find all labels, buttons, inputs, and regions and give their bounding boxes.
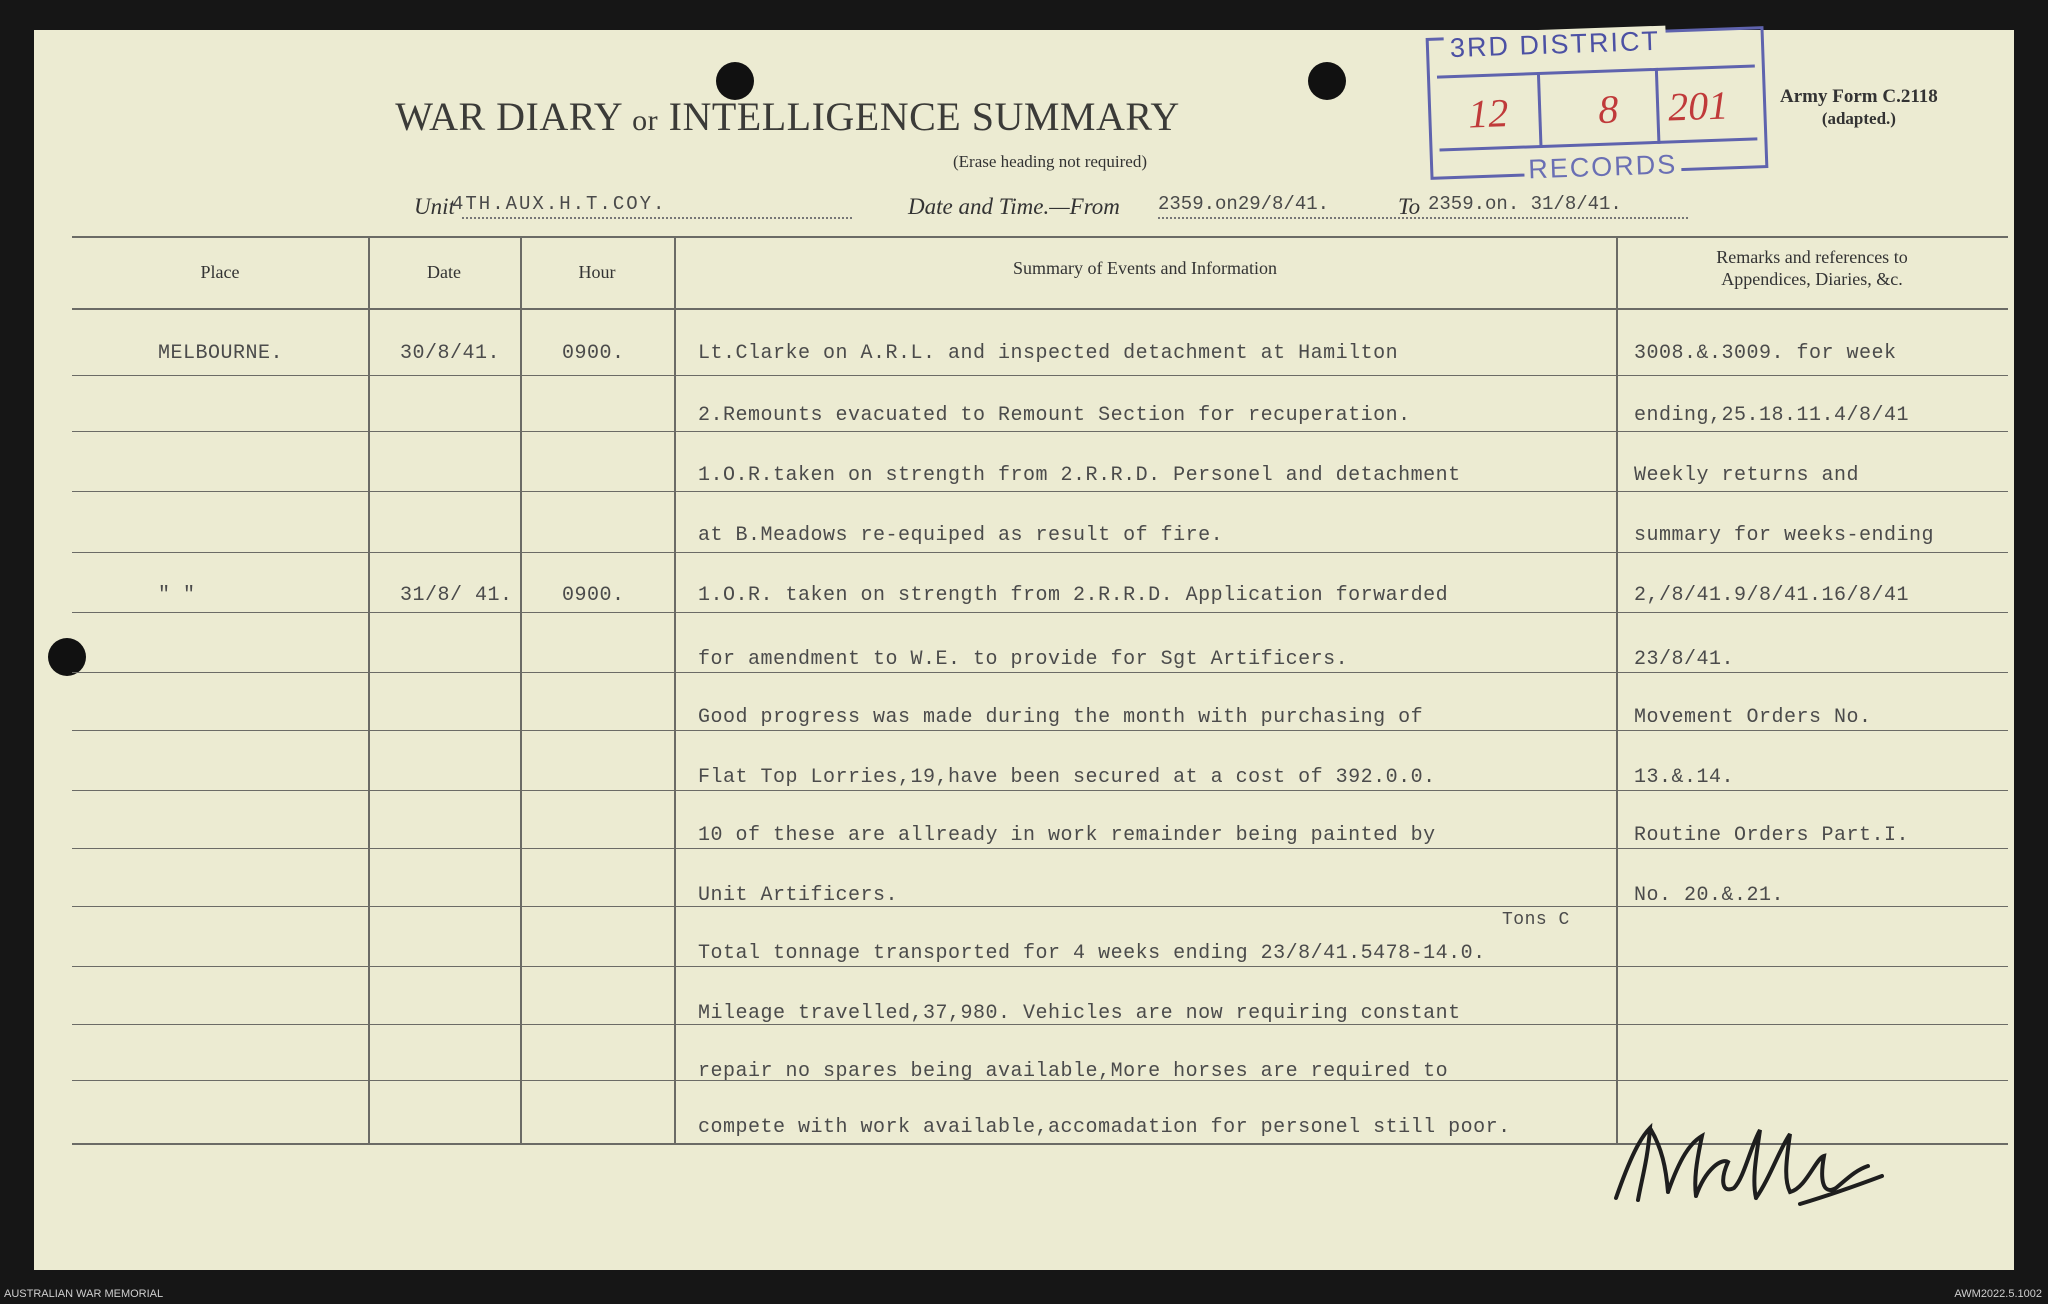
date-to-value: 2359.on. 31/8/41. xyxy=(1428,193,1622,215)
row-rule xyxy=(72,790,2008,791)
entry-summary: 10 of these are allready in work remainder being painted by xyxy=(698,824,1436,847)
row-rule xyxy=(72,966,2008,967)
stamp-day: 12 xyxy=(1467,90,1510,137)
row-rule xyxy=(72,552,2008,553)
stamp-district: 3RD DISTRICT xyxy=(1443,26,1666,65)
unit-dotted-line xyxy=(462,217,852,219)
entry-summary: Good progress was made during the month with purchasing of xyxy=(698,706,1424,729)
column-divider xyxy=(520,236,522,1144)
entry-remarks: 23/8/41. xyxy=(1634,648,1735,671)
row-rule xyxy=(72,848,2008,849)
header-place: Place xyxy=(200,262,240,282)
stamp-records: RECORDS xyxy=(1524,149,1682,185)
entry-date: 30/8/41. xyxy=(400,342,501,365)
entry-summary: compete with work available,accomadation for personel still poor. xyxy=(698,1116,1511,1139)
entry-remarks: Movement Orders No. xyxy=(1634,706,1872,729)
header-remarks: Remarks and references to Appendices, Diaries, &c. xyxy=(1716,247,1908,289)
entry-summary: Flat Top Lorries,19,have been secured at a cost of 392.0.0. xyxy=(698,766,1436,789)
stamp-month: 8 xyxy=(1597,86,1619,132)
signature xyxy=(1610,1118,1890,1213)
entry-summary: Total tonnage transported for 4 weeks ending 23/8/41.5478-14.0. xyxy=(698,942,1486,965)
entry-summary: repair no spares being available,More horses are required to xyxy=(698,1060,1449,1083)
entry-summary: 1.O.R.taken on strength from 2.R.R.D. Personel and detachment xyxy=(698,464,1461,487)
entry-remarks: Routine Orders Part.I. xyxy=(1634,824,1910,847)
header-hour: Hour xyxy=(578,262,616,282)
form-subtitle: (Erase heading not required) xyxy=(953,152,1147,171)
punch-hole xyxy=(48,638,86,676)
entry-summary: at B.Meadows re-equiped as result of fire. xyxy=(698,524,1224,547)
entry-hour: 0900. xyxy=(562,584,625,607)
date-from-value: 2359.on29/8/41. xyxy=(1158,193,1330,215)
entry-remarks: summary for weeks-ending xyxy=(1634,524,1935,547)
entry-hour: 0900. xyxy=(562,342,625,365)
header-summary: Summary of Events and Information xyxy=(1013,258,1277,278)
entry-remarks: No. 20.&.21. xyxy=(1634,884,1785,907)
entry-summary: 2.Remounts evacuated to Remount Section for recuperation. xyxy=(698,404,1411,427)
date-dotted-line xyxy=(1158,217,1688,219)
entry-remarks: 13.&.14. xyxy=(1634,766,1735,789)
entry-summary: Lt.Clarke on A.R.L. and inspected detachment at Hamilton xyxy=(698,342,1399,365)
form-title: WAR DIARY or INTELLIGENCE SUMMARY xyxy=(395,94,1180,139)
row-rule xyxy=(72,612,2008,613)
footer-reference: AWM2022.5.1002 xyxy=(1954,1288,2042,1300)
entry-remarks: 3008.&.3009. for week xyxy=(1634,342,1897,365)
entry-summary: Mileage travelled,37,980. Vehicles are now requiring constant xyxy=(698,1002,1461,1025)
unit-value: 4TH.AUX.H.T.COY. xyxy=(452,193,667,215)
stamp-number: 201 xyxy=(1667,82,1729,130)
header-date: Date xyxy=(427,262,461,282)
entry-place: " " xyxy=(158,584,196,607)
entry-summary: Unit Artificers. xyxy=(698,884,899,907)
row-rule xyxy=(72,730,2008,731)
date-time-label: Date and Time.—From xyxy=(908,194,1120,219)
tonnage-unit-note: Tons C xyxy=(1502,910,1570,930)
footer-credit: AUSTRALIAN WAR MEMORIAL xyxy=(4,1288,164,1300)
entry-date: 31/8/ 41. xyxy=(400,584,513,607)
entry-summary: 1.O.R. taken on strength from 2.R.R.D. Application forwarded xyxy=(698,584,1449,607)
army-form-number: Army Form C.2118 (adapted.) xyxy=(1780,86,1938,128)
entry-remarks: Weekly returns and xyxy=(1634,464,1860,487)
header-rule xyxy=(72,308,2008,310)
entry-remarks: ending,25.18.11.4/8/41 xyxy=(1634,404,1910,427)
date-to-label: To xyxy=(1398,194,1421,219)
row-rule xyxy=(72,375,2008,376)
column-divider xyxy=(1616,236,1618,1144)
entry-remarks: 2,/8/41.9/8/41.16/8/41 xyxy=(1634,584,1910,607)
unit-label: Unit xyxy=(414,194,455,219)
row-rule xyxy=(72,672,2008,673)
row-rule xyxy=(72,431,2008,432)
column-divider xyxy=(368,236,370,1144)
entry-summary: for amendment to W.E. to provide for Sgt Artificers. xyxy=(698,648,1349,671)
entry-place: MELBOURNE. xyxy=(158,342,284,365)
records-stamp xyxy=(1426,25,1769,185)
row-rule xyxy=(72,491,2008,492)
table-top-rule xyxy=(72,236,2008,238)
column-divider xyxy=(674,236,676,1144)
